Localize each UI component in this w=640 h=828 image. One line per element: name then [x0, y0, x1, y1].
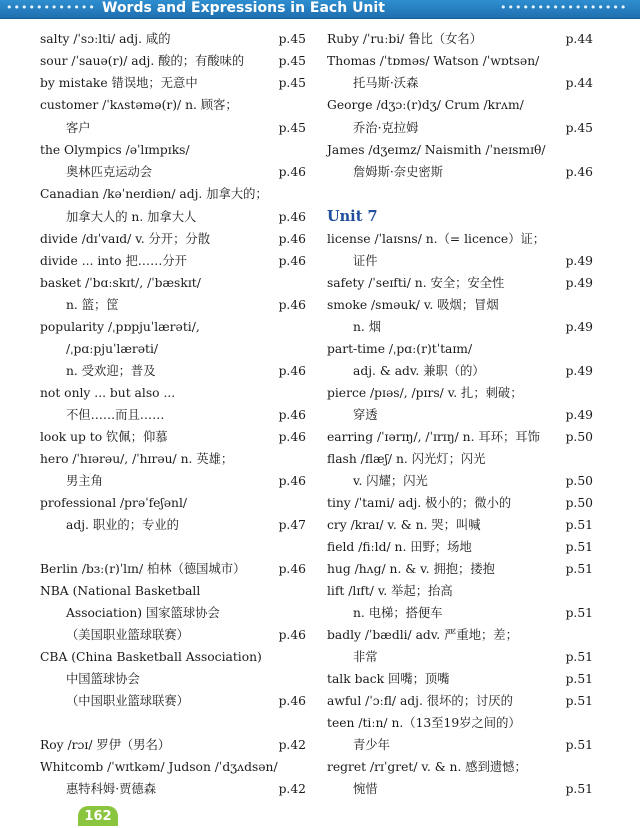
entry-line: [327, 339, 593, 359]
entry-text: /ˌpɑːpjuˈlærəti/: [66, 342, 159, 356]
entry-text: （美国职业篮球联赛）: [66, 628, 189, 642]
entry-line: [327, 229, 593, 249]
entry-line: [353, 317, 593, 337]
page-reference: p.46: [278, 364, 306, 378]
entry-text: Ruby /ˈruːbi/ 鲁比（女名）: [327, 32, 483, 46]
entry-line: [327, 29, 593, 49]
entry-line: [353, 647, 593, 667]
entry-line: [40, 229, 306, 249]
entry-text: Thomas /ˈtɒməs/ Watson /ˈwɒtsən/: [327, 54, 540, 68]
banner-dots-left: ••••••••••••: [6, 1, 96, 14]
entry-line: [327, 515, 593, 535]
entry-line: [40, 251, 306, 271]
entry-text: 非常: [353, 650, 378, 664]
page-reference: p.46: [278, 474, 306, 488]
entry-line: [327, 757, 593, 777]
entry-text: Association) 国家篮球协会: [66, 606, 220, 620]
entry-text: earring /ˈɪərɪŋ/, /ˈɪrɪŋ/ n. 耳环；耳饰: [327, 430, 540, 444]
page-reference: p.45: [278, 32, 306, 46]
page-reference: p.45: [278, 54, 306, 68]
page-reference: p.49: [565, 254, 593, 268]
entry-text: 不但……而且……: [66, 408, 165, 422]
page-reference: p.46: [278, 232, 306, 246]
entry-line: [40, 449, 306, 469]
entry-line: [353, 361, 593, 381]
entry-line: [40, 95, 306, 115]
entry-line: [40, 317, 306, 337]
entry-line: [66, 118, 306, 138]
entry-text: not only ... but also ...: [40, 386, 176, 400]
entry-line: [40, 427, 306, 447]
entry-text: flash /flæʃ/ n. 闪光灯；闪光: [327, 452, 486, 466]
entry-line: [40, 29, 306, 49]
entry-text: popularity /ˌpɒpjuˈlærəti/,: [40, 320, 200, 334]
entry-line: [66, 691, 306, 711]
entry-line: [327, 95, 593, 115]
entry-text: 加拿大人的 n. 加拿大人: [66, 210, 197, 224]
entry-text: 乔治·克拉姆: [353, 121, 419, 135]
entry-text: divide /dɪˈvaɪd/ v. 分开；分散: [40, 232, 210, 246]
entry-line: [40, 735, 306, 755]
page-reference: p.50: [565, 430, 593, 444]
entry-text: Roy /rɔɪ/ 罗伊（男名）: [40, 738, 171, 752]
page-reference: p.42: [278, 738, 306, 752]
entry-line: [327, 273, 593, 293]
page-reference: p.51: [565, 518, 593, 532]
entry-text: n. 烟: [353, 320, 382, 334]
entry-text: cry /kraɪ/ v. & n. 哭；叫喊: [327, 518, 481, 532]
entry-line: [353, 779, 593, 799]
entry-text: adj. 职业的；专业的: [66, 518, 179, 532]
entry-line: [353, 162, 593, 182]
banner-dots-right: •••••••••••••••••: [500, 1, 628, 14]
entry-text: the Olympics /əˈlɪmpɪks/: [40, 143, 190, 157]
entry-text: 男主角: [66, 474, 103, 488]
page-reference: p.45: [565, 121, 593, 135]
page-reference: p.46: [278, 562, 306, 576]
entry-line: [40, 73, 306, 93]
entry-line: [327, 295, 593, 315]
entry-text: 客户: [66, 121, 91, 135]
entry-line: [327, 383, 593, 403]
page-reference: p.51: [565, 738, 593, 752]
page-reference: p.50: [565, 496, 593, 510]
page-reference: p.46: [278, 298, 306, 312]
entry-text: badly /ˈbædli/ adv. 严重地；差；: [327, 628, 518, 642]
entry-line: [353, 251, 593, 271]
page-reference: p.46: [278, 408, 306, 422]
entry-text: hug /hʌg/ n. & v. 拥抱；搂抱: [327, 562, 495, 576]
entry-line: [40, 184, 306, 204]
entry-text: n. 篮；筐: [66, 298, 119, 312]
entry-text: （中国职业篮球联赛）: [66, 694, 189, 708]
page-reference: p.49: [565, 364, 593, 378]
entry-text: by mistake 错误地；无意中: [40, 76, 198, 90]
entry-line: [66, 295, 306, 315]
entry-line: [40, 383, 306, 403]
entry-text: 惠特科姆·贾德森: [66, 782, 156, 796]
entry-text: 证件: [353, 254, 378, 268]
page-reference: p.42: [278, 782, 306, 796]
entry-text: basket /ˈbɑːskɪt/, /ˈbæskɪt/: [40, 276, 201, 290]
entry-text: 中国篮球协会: [66, 672, 140, 686]
page-reference: p.51: [565, 650, 593, 664]
entry-line: [40, 757, 306, 777]
entry-line: [327, 691, 593, 711]
entry-line: [66, 207, 306, 227]
entry-text: pierce /pɪəs/, /pɪrs/ v. 扎；刺破；: [327, 386, 523, 400]
entry-text: license /ˈlaɪsns/ n.（= licence）证；: [327, 232, 546, 246]
entry-text: teen /tiːn/ n.（13至19岁之间的）: [327, 716, 521, 730]
entry-line: [353, 603, 593, 623]
page-reference: p.47: [278, 518, 306, 532]
header-banner: [0, 0, 640, 19]
page-reference: p.51: [565, 540, 593, 554]
entry-text: n. 电梯；搭便车: [353, 606, 443, 620]
entry-line: [327, 140, 593, 160]
entry-text: CBA (China Basketball Association): [40, 650, 262, 664]
entry-line: [353, 73, 593, 93]
entry-line: [66, 471, 306, 491]
entry-line: [40, 647, 306, 667]
entry-text: 青少年: [353, 738, 390, 752]
entry-text: 惋惜: [353, 782, 378, 796]
entry-line: [353, 118, 593, 138]
page-reference: p.49: [565, 320, 593, 334]
entry-line: [353, 471, 593, 491]
entry-line: [327, 493, 593, 513]
page-reference: p.46: [278, 694, 306, 708]
page-reference: p.44: [565, 32, 593, 46]
entry-text: divide ... into 把……分开: [40, 254, 187, 268]
entry-line: [327, 581, 593, 601]
page-reference: p.46: [278, 210, 306, 224]
page-reference: p.51: [565, 672, 593, 686]
entry-text: smoke /sməuk/ v. 吸烟；冒烟: [327, 298, 499, 312]
entry-line: [66, 339, 306, 359]
entry-text: professional /prəˈfeʃənl/: [40, 496, 188, 510]
entry-line: [40, 273, 306, 293]
page-reference: p.46: [278, 165, 306, 179]
entry-line: [40, 559, 306, 579]
page-reference: p.45: [278, 121, 306, 135]
entry-text: part-time /ˌpɑː(r)tˈtaɪm/: [327, 342, 473, 356]
page-header-title: Words and Expressions in Each Unit: [102, 0, 385, 16]
entry-text: customer /ˈkʌstəmə(r)/ n. 顾客；: [40, 98, 238, 112]
entry-text: Berlin /bɜː(r)ˈlɪn/ 柏林（德国城市）: [40, 562, 246, 576]
entry-text: tiny /ˈtaɪni/ adj. 极小的；微小的: [327, 496, 512, 510]
entry-line: [40, 493, 306, 513]
page-reference: p.46: [278, 254, 306, 268]
entry-text: George /dʒɔː(r)dʒ/ Crum /krʌm/: [327, 98, 524, 112]
entry-text: 托马斯·沃森: [353, 76, 419, 90]
entry-text: James /dʒeɪmz/ Naismith /ˈneɪsmɪθ/: [327, 143, 546, 157]
entry-text: look up to 钦佩；仰慕: [40, 430, 168, 444]
entry-text: 奥林匹克运动会: [66, 165, 153, 179]
page-reference: p.44: [565, 76, 593, 90]
page-reference: p.46: [278, 430, 306, 444]
entry-text: 詹姆斯·奈史密斯: [353, 165, 443, 179]
entry-line: [327, 427, 593, 447]
entry-line: [66, 669, 306, 689]
page-reference: p.51: [565, 782, 593, 796]
entry-line: [40, 140, 306, 160]
entry-line: [327, 537, 593, 557]
entry-text: field /fiːld/ n. 田野；场地: [327, 540, 472, 554]
entry-text: adj. & adv. 兼职（的）: [353, 364, 485, 378]
page-number: 162: [78, 806, 118, 826]
page-reference: p.46: [565, 165, 593, 179]
entry-line: [66, 361, 306, 381]
page-reference: p.51: [565, 562, 593, 576]
entry-text: lift /lɪft/ v. 举起；抬高: [327, 584, 453, 598]
entry-text: hero /ˈhɪərəu/, /ˈhɪrəu/ n. 英雄；: [40, 452, 234, 466]
entry-line: [327, 625, 593, 645]
entry-text: awful /ˈɔːfl/ adj. 很坏的；讨厌的: [327, 694, 513, 708]
entry-text: Whitcomb /ˈwɪtkəm/ Judson /ˈdʒʌdsən/: [40, 760, 278, 774]
entry-line: [40, 51, 306, 71]
entry-text: 穿透: [353, 408, 378, 422]
entry-line: [327, 669, 593, 689]
entry-text: v. 闪耀；闪光: [353, 474, 428, 488]
entry-text: sour /ˈsauə(r)/ adj. 酸的；有酸味的: [40, 54, 245, 68]
entry-line: [66, 162, 306, 182]
entry-line: [353, 735, 593, 755]
page-reference: p.51: [565, 606, 593, 620]
entry-line: [353, 405, 593, 425]
entry-line: [66, 603, 306, 623]
entry-text: n. 受欢迎；普及: [66, 364, 156, 378]
entry-text: talk back 回嘴；顶嘴: [327, 672, 450, 686]
entry-text: salty /ˈsɔːlti/ adj. 咸的: [40, 32, 171, 46]
entry-line: [327, 449, 593, 469]
entry-text: safety /ˈseɪfti/ n. 安全；安全性: [327, 276, 505, 290]
entry-line: [66, 625, 306, 645]
entry-line: [327, 51, 593, 71]
page-reference: p.49: [565, 408, 593, 422]
entry-text: NBA (National Basketball: [40, 584, 201, 598]
entry-line: [66, 405, 306, 425]
page-reference: p.46: [278, 628, 306, 642]
entry-text: Canadian /kəˈneɪdiən/ adj. 加拿大的；: [40, 187, 268, 201]
entry-line: [66, 515, 306, 535]
page-reference: p.51: [565, 694, 593, 708]
entry-text: regret /rɪˈgret/ v. & n. 感到遗憾；: [327, 760, 527, 774]
entry-line: [327, 713, 593, 733]
page-reference: p.50: [565, 474, 593, 488]
page-reference: p.45: [278, 76, 306, 90]
entry-line: [66, 779, 306, 799]
entry-line: [327, 559, 593, 579]
entry-line: [40, 581, 306, 601]
unit-heading: Unit 7: [327, 208, 378, 225]
page-reference: p.49: [565, 276, 593, 290]
